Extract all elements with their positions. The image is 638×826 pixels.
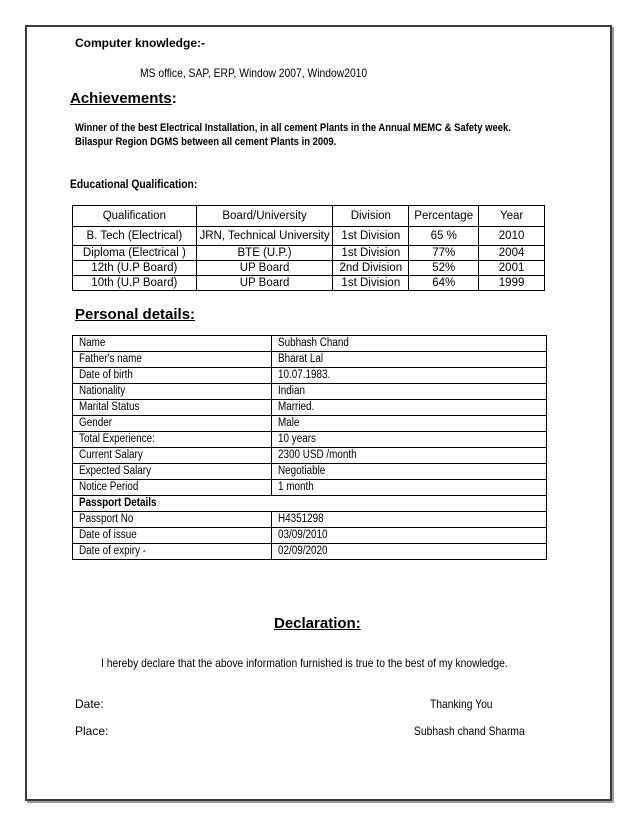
- detail-value-text: Negotiable: [278, 465, 326, 477]
- table-cell: UP Board: [196, 276, 333, 291]
- detail-value-text: H4351298: [278, 513, 324, 525]
- detail-label: [73, 416, 272, 432]
- declaration-text-content: I hereby declare that the above information furnished is true to the best of my knowledge.: [101, 656, 508, 670]
- detail-value: [272, 384, 547, 400]
- detail-label-text: Expected Salary: [79, 465, 152, 477]
- personal-details-heading: Personal details:: [75, 306, 196, 323]
- detail-label: [73, 352, 272, 368]
- detail-value: [272, 480, 547, 496]
- detail-value-text: 10 years: [278, 433, 316, 445]
- detail-label: [73, 464, 272, 480]
- education-header-cell: Year: [479, 206, 545, 227]
- detail-label-text: Date of issue: [79, 529, 137, 541]
- detail-label-text: Name: [79, 337, 106, 349]
- computer-knowledge-text: MS office, SAP, ERP, Window 2007, Window2010: [140, 66, 368, 80]
- table-row: [73, 368, 547, 384]
- detail-label: [73, 512, 272, 528]
- detail-label-text: Current Salary: [79, 449, 143, 461]
- detail-value: [272, 512, 547, 528]
- education-header-cell: Board/University: [196, 206, 333, 227]
- table-cell: 64%: [409, 276, 479, 291]
- detail-value-text: 03/09/2010: [278, 529, 328, 541]
- declaration-heading: Declaration:: [274, 615, 361, 632]
- detail-label: [73, 432, 272, 448]
- table-cell: 65 %: [409, 227, 479, 246]
- table-row: [73, 528, 547, 544]
- table-row: [73, 246, 545, 261]
- detail-label-text: Date of expiry -: [79, 545, 147, 557]
- personal-details-table: [72, 335, 547, 560]
- detail-label: [73, 400, 272, 416]
- table-row: [73, 276, 545, 291]
- detail-value: [272, 528, 547, 544]
- table-cell: 10th (U.P Board): [73, 276, 197, 291]
- computer-knowledge-value: [140, 66, 404, 80]
- detail-label-text: Father's name: [79, 353, 142, 365]
- table-row: [73, 261, 545, 276]
- table-row: [73, 432, 547, 448]
- detail-value: [272, 336, 547, 352]
- table-row: [73, 352, 547, 368]
- detail-value-text: 10.07.1983.: [278, 369, 331, 381]
- table-cell: Diploma (Electrical ): [73, 246, 197, 261]
- detail-label-text: Total Experience:: [79, 433, 155, 445]
- detail-value: [272, 448, 547, 464]
- table-row: [73, 480, 547, 496]
- passport-section-heading-text: Passport Details: [79, 497, 157, 509]
- achievement-line-2-text: Bilaspur Region DGMS between all cement Plants in 2009.: [75, 136, 337, 148]
- closing-text: [430, 697, 503, 711]
- table-row: [73, 336, 547, 352]
- detail-value-text: Subhash Chand: [278, 337, 349, 349]
- achievement-line-2: [75, 136, 379, 148]
- detail-value: [272, 416, 547, 432]
- table-cell: 2001: [479, 261, 545, 276]
- table-cell: 1st Division: [333, 276, 409, 291]
- signatory-name: [414, 724, 543, 738]
- table-cell: 12th (U.P Board): [73, 261, 197, 276]
- detail-label-text: Marital Status: [79, 401, 140, 413]
- education-header-cell: Qualification: [73, 206, 197, 227]
- table-row: [73, 448, 547, 464]
- detail-value: [272, 464, 547, 480]
- table-row: [73, 512, 547, 528]
- detail-value-text: Married.: [278, 401, 315, 413]
- education-header-cell: Percentage: [409, 206, 479, 227]
- table-cell: B. Tech (Electrical): [73, 227, 197, 246]
- table-row: [73, 416, 547, 432]
- achievement-line-1-text: Winner of the best Electrical Installation, in all cement Plants in the Annual MEMC & Safety week.: [75, 122, 511, 134]
- table-row: [73, 400, 547, 416]
- detail-value: [272, 352, 547, 368]
- table-row: [73, 227, 545, 246]
- detail-label-text: Passport No: [79, 513, 134, 525]
- table-row: [73, 544, 547, 560]
- table-cell: 2010: [479, 227, 545, 246]
- passport-section-row: [73, 496, 547, 512]
- detail-value-text: 1 month: [278, 481, 314, 493]
- table-cell: 1999: [479, 276, 545, 291]
- detail-value-text: Indian: [278, 385, 305, 397]
- detail-value-text: 02/09/2020: [278, 545, 328, 557]
- education-table: [72, 205, 545, 291]
- achievements-heading-colon: :: [171, 90, 177, 107]
- detail-label-text: Notice Period: [79, 481, 139, 493]
- table-cell: 1st Division: [333, 246, 409, 261]
- achievements-heading-text: Achievements: [70, 90, 172, 107]
- table-cell: 2004: [479, 246, 545, 261]
- table-cell: BTE (U.P.): [196, 246, 333, 261]
- detail-label-text: Date of birth: [79, 369, 133, 381]
- education-heading-text: Educational Qualification:: [70, 177, 198, 191]
- detail-label: [73, 448, 272, 464]
- detail-label: [73, 544, 272, 560]
- detail-label: [73, 480, 272, 496]
- detail-label-text: Nationality: [79, 385, 126, 397]
- education-header-row: [73, 206, 545, 227]
- education-header-cell: Division: [333, 206, 409, 227]
- detail-value-text: 2300 USD /month: [278, 449, 357, 461]
- detail-label-text: Gender: [79, 417, 112, 429]
- detail-label: [73, 528, 272, 544]
- education-heading: [70, 177, 218, 191]
- table-row: [73, 384, 547, 400]
- achievements-heading: [70, 90, 177, 107]
- place-label: Place:: [75, 724, 109, 738]
- passport-section-heading: [73, 496, 547, 512]
- table-row: [73, 464, 547, 480]
- table-cell: 52%: [409, 261, 479, 276]
- detail-value: [272, 432, 547, 448]
- declaration-text: [101, 656, 574, 670]
- detail-label: [73, 368, 272, 384]
- computer-knowledge-label: Computer knowledge:-: [75, 36, 206, 50]
- detail-value-text: Bharat Lal: [278, 353, 324, 365]
- detail-value: [272, 368, 547, 384]
- signatory-name-text: Subhash chand Sharma: [414, 724, 525, 738]
- table-cell: JRN, Technical University: [196, 227, 333, 246]
- detail-value: [272, 544, 547, 560]
- closing-text-content: Thanking You: [430, 697, 493, 711]
- table-cell: 2nd Division: [333, 261, 409, 276]
- detail-label: [73, 384, 272, 400]
- detail-label: [73, 336, 272, 352]
- achievement-line-1: [75, 122, 582, 134]
- table-cell: 77%: [409, 246, 479, 261]
- detail-value-text: Male: [278, 417, 300, 429]
- table-cell: UP Board: [196, 261, 333, 276]
- detail-value: [272, 400, 547, 416]
- date-label: Date:: [75, 697, 104, 711]
- table-cell: 1st Division: [333, 227, 409, 246]
